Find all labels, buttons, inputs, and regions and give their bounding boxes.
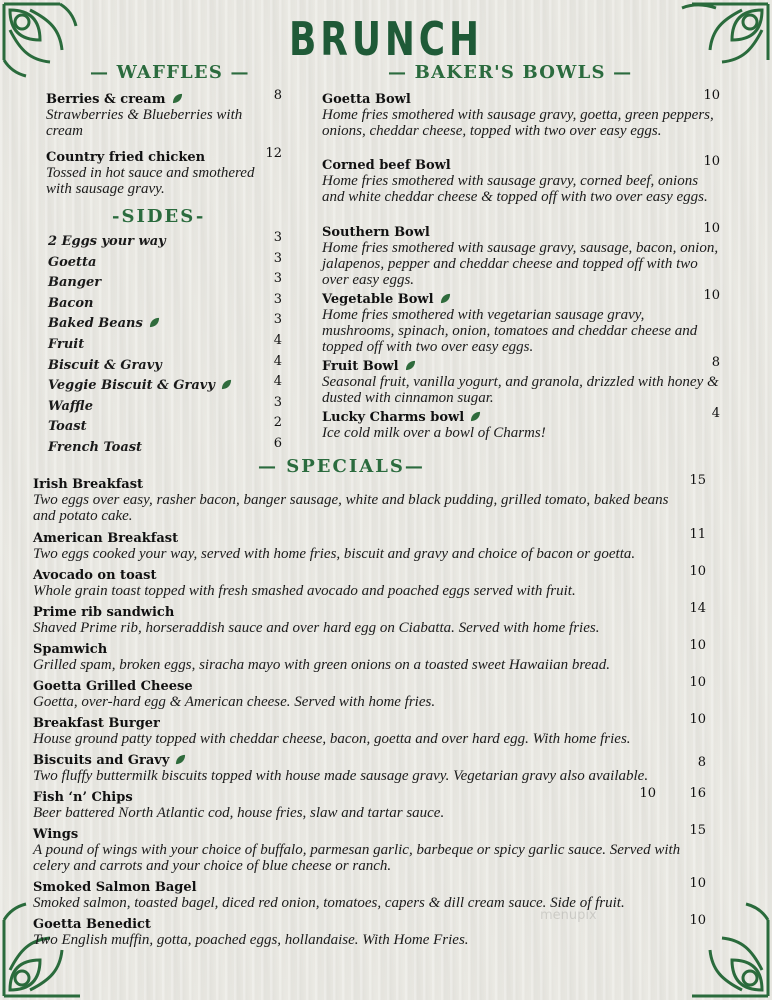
item-name: Wings (33, 827, 79, 842)
item-description: Home fries smothered with sausage gravy, goetta, green peppers, onions, cheddar cheese, topped with two over easy eggs. (322, 107, 714, 139)
menu-item (46, 146, 282, 197)
item-name: Smoked Salmon Bagel (33, 880, 197, 895)
item-description: Two eggs cooked your way, served with home fries, biscuit and gravy and choice of bacon or goetta. (33, 546, 636, 562)
item-description: Home fries smothered with sausage gravy, sausage, bacon, onion, jalapenos, pepper and cheddar cheese and topped off with two over easy eggs. (322, 240, 719, 288)
item-price: 11 (689, 527, 706, 542)
item-price: 4 (273, 374, 282, 390)
bakers-bowls-heading: — BAKER'S BOWLS — (388, 62, 633, 83)
celtic-corner-top-left-icon (0, 0, 80, 80)
item-description: Strawberries & Blueberries with cream (46, 107, 243, 139)
specials-list (33, 473, 706, 950)
menu-item (33, 527, 706, 564)
item-name: Biscuit & Gravy (48, 357, 162, 373)
item-price: 10 (703, 154, 720, 169)
item-price: 15 (689, 473, 706, 488)
item-price: 3 (273, 250, 282, 266)
item-name: Berries & cream (46, 92, 166, 107)
item-price: 4 (711, 406, 720, 421)
item-name: Southern Bowl (322, 225, 430, 240)
item-name: Goetta Bowl (322, 92, 411, 107)
item-name: Country fried chicken (46, 150, 206, 165)
item-price: 2 (273, 415, 282, 431)
item-price: 4 (273, 332, 282, 348)
item-name: Fruit (48, 336, 85, 352)
item-description: Two fluffy buttermilk biscuits topped with house made sausage gravy. Vegetarian gravy also available. (33, 768, 649, 784)
item-price-small: 10 (639, 786, 656, 801)
specials-heading: — SPECIALS— (258, 456, 425, 477)
item-name: Vegetable Bowl (322, 292, 434, 307)
item-description: Shaved Prime rib, horseraddish sauce and over hard egg on Ciabatta. Served with home fries. (33, 620, 600, 636)
leaf-icon (175, 754, 186, 765)
item-name: Irish Breakfast (33, 477, 144, 492)
leaf-icon (172, 93, 183, 104)
item-description: Ice cold milk over a bowl of Charms! (322, 425, 546, 441)
menu-item (33, 473, 706, 527)
menu-item (33, 749, 706, 786)
list-item (48, 312, 282, 333)
item-description: Beer battered North Atlantic cod, house fries, slaw and tartar sauce. (33, 805, 445, 821)
menu-item (33, 564, 706, 601)
leaf-icon (440, 293, 451, 304)
leaf-icon (149, 317, 160, 328)
list-item (48, 436, 282, 457)
list-item (48, 271, 282, 292)
item-price: 8 (711, 355, 720, 370)
item-name: Breakfast Burger (33, 716, 160, 731)
item-price: 3 (273, 312, 282, 328)
item-price: 16 (689, 786, 706, 801)
item-name: 2 Eggs your way (48, 234, 166, 249)
sides-heading: -SIDES- (112, 206, 206, 227)
leaf-icon (470, 411, 481, 422)
list-item (48, 333, 282, 354)
list-item (48, 292, 282, 313)
item-price: 3 (273, 291, 282, 307)
menu-item (33, 638, 706, 675)
item-price: 3 (273, 394, 282, 410)
item-name: Spamwich (33, 642, 108, 657)
item-name: Toast (48, 419, 87, 435)
item-name: Bacon (48, 295, 94, 311)
menu-item (33, 601, 706, 638)
menu-item (46, 88, 282, 139)
item-description: Grilled spam, broken eggs, siracha mayo with green onions on a toasted sweet Hawaiian bread. (33, 657, 611, 673)
item-description: Two English muffin, gotta, poached eggs, hollandaise. With Home Fries. (33, 932, 469, 948)
item-name: Prime rib sandwich (33, 605, 175, 620)
item-price: 4 (273, 353, 282, 369)
menu-item (322, 221, 720, 288)
menu-item (33, 876, 706, 913)
item-name: Banger (48, 275, 102, 291)
item-price: 3 (273, 271, 282, 287)
item-description: Home fries smothered with vegetarian sausage gravy, mushrooms, spinach, onion, tomatoes and cheddar cheese and topped off with two over easy eggs. (322, 307, 698, 355)
item-description: House ground patty topped with cheddar cheese, bacon, goetta and over hard egg. With home fries. (33, 731, 631, 747)
menu-item (322, 355, 720, 406)
list-item (48, 395, 282, 416)
item-price: 3 (273, 230, 282, 245)
item-price: 14 (689, 601, 706, 616)
waffles-heading: — WAFFLES — (90, 62, 250, 83)
leaf-icon (405, 360, 416, 371)
list-item (48, 374, 282, 395)
list-item (48, 354, 282, 375)
page-title: BRUNCH (289, 12, 483, 66)
item-price: 6 (273, 435, 282, 451)
item-description: A pound of wings with your choice of buffalo, parmesan garlic, barbeque or spicy garlic sauce. Served with celery and carrots and your choice of blue cheese or ranch. (33, 842, 681, 874)
item-name: Goetta Benedict (33, 917, 151, 932)
item-price: 8 (697, 755, 706, 770)
item-description: Goetta, over-hard egg & American cheese. Served with home fries. (33, 694, 436, 710)
list-item (48, 415, 282, 436)
item-price: 10 (689, 913, 706, 928)
item-name: Avocado on toast (33, 568, 157, 583)
item-name: Waffle (48, 398, 94, 414)
leaf-icon (221, 379, 232, 390)
list-item (48, 230, 282, 251)
item-description: Whole grain toast topped with fresh smashed avocado and poached eggs served with fruit. (33, 583, 576, 599)
menu-item (33, 823, 706, 876)
item-description: Smoked salmon, toasted bagel, diced red onion, tomatoes, capers & dill cream sauce. Side of fruit. (33, 895, 625, 911)
item-price: 10 (689, 876, 706, 891)
item-price: 10 (689, 564, 706, 579)
menu-item (33, 786, 706, 823)
item-price: 10 (703, 288, 720, 303)
sides-list (48, 230, 282, 457)
item-price: 10 (689, 675, 706, 690)
item-name: Lucky Charms bowl (322, 410, 465, 425)
item-name: Baked Beans (48, 316, 143, 332)
item-name: Veggie Biscuit & Gravy (48, 378, 215, 394)
item-name: Fruit Bowl (322, 359, 399, 374)
item-price: 10 (689, 712, 706, 727)
menu-item (33, 913, 706, 950)
list-item (48, 251, 282, 272)
menu-item (322, 154, 720, 205)
item-price: 10 (689, 638, 706, 653)
menu-item (33, 675, 706, 712)
item-name: Goetta (48, 254, 97, 270)
menu-item (322, 288, 720, 355)
watermark: menupix (540, 908, 597, 923)
item-price: 8 (273, 88, 282, 103)
item-price: 10 (703, 221, 720, 236)
item-price: 10 (703, 88, 720, 103)
item-name: American Breakfast (33, 531, 179, 546)
item-name: Fish ‘n’ Chips (33, 790, 133, 805)
item-description: Tossed in hot sauce and smothered with sausage gravy. (46, 165, 255, 197)
item-name: French Toast (48, 439, 143, 455)
item-name: Biscuits and Gravy (33, 753, 170, 768)
item-description: Two eggs over easy, rasher bacon, banger sausage, white and black pudding, grilled tomato, baked beans and potato cake. (33, 492, 669, 524)
menu-item (322, 88, 720, 139)
item-description: Seasonal fruit, vanilla yogurt, and granola, drizzled with honey & dusted with cinnamon sugar. (322, 374, 719, 406)
item-name: Goetta Grilled Cheese (33, 679, 193, 694)
item-name: Corned beef Bowl (322, 158, 451, 173)
item-price: 12 (265, 146, 282, 161)
menu-item (322, 406, 720, 441)
menu-item (33, 712, 706, 749)
item-description: Home fries smothered with sausage gravy, corned beef, onions and white cheddar cheese & topped off with two over easy eggs. (322, 173, 708, 205)
item-price: 15 (689, 823, 706, 838)
